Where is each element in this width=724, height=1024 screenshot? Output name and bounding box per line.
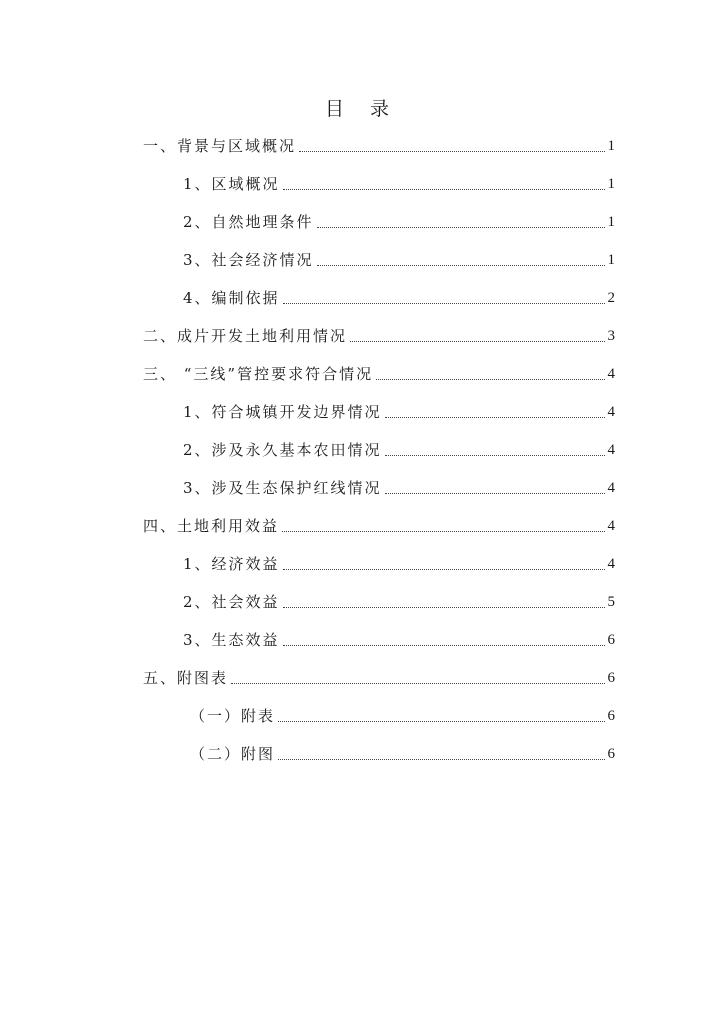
toc-entry[interactable] bbox=[183, 170, 615, 198]
toc-entry-label: 一、背景与区域概况 bbox=[143, 137, 297, 155]
toc-leader-dots bbox=[299, 151, 604, 152]
toc-leader-dots bbox=[283, 645, 605, 646]
toc-leader-dots bbox=[283, 303, 605, 304]
toc-entry-page: 1 bbox=[607, 176, 615, 192]
toc-entry[interactable] bbox=[183, 626, 615, 654]
toc-entry-page: 6 bbox=[607, 746, 615, 762]
toc-entry-label: 3、生态效益 bbox=[183, 631, 280, 649]
toc-leader-dots bbox=[283, 189, 605, 190]
toc-entry-page: 4 bbox=[607, 366, 615, 382]
toc-leader-dots bbox=[385, 493, 605, 494]
toc-entry[interactable] bbox=[143, 512, 615, 540]
toc-leader-dots bbox=[350, 341, 604, 342]
toc-entry[interactable] bbox=[183, 588, 615, 616]
toc-entry-page: 4 bbox=[607, 442, 615, 458]
toc-leader-dots bbox=[385, 417, 605, 418]
toc-entry-page: 4 bbox=[607, 480, 615, 496]
toc-entry[interactable] bbox=[183, 474, 615, 502]
toc-leader-dots bbox=[385, 455, 605, 456]
toc-entry-page: 6 bbox=[607, 708, 615, 724]
toc-leader-dots bbox=[376, 379, 604, 380]
toc-leader-dots bbox=[283, 569, 605, 570]
toc-leader-dots bbox=[278, 721, 604, 722]
toc-entry[interactable] bbox=[143, 664, 615, 692]
toc-entry-label: 1、符合城镇开发边界情况 bbox=[183, 403, 382, 421]
toc-entry-label: 1、区域概况 bbox=[183, 175, 280, 193]
toc-entry[interactable] bbox=[183, 436, 615, 464]
toc-entry[interactable] bbox=[143, 360, 615, 388]
toc-leader-dots bbox=[317, 265, 605, 266]
toc-entry-page: 4 bbox=[607, 518, 615, 534]
toc-entry-label: 1、经济效益 bbox=[183, 555, 280, 573]
toc-title: 目 录 bbox=[324, 98, 400, 120]
toc-entry[interactable] bbox=[183, 246, 615, 274]
toc-leader-dots bbox=[282, 531, 604, 532]
toc-entry-page: 2 bbox=[607, 290, 615, 306]
toc-leader-dots bbox=[231, 683, 604, 684]
toc-entry-page: 5 bbox=[607, 594, 615, 610]
toc-entry-label: 3、社会经济情况 bbox=[183, 251, 314, 269]
toc-entry[interactable] bbox=[183, 550, 615, 578]
toc-entry-page: 3 bbox=[607, 328, 615, 344]
toc-entry[interactable] bbox=[143, 322, 615, 350]
toc-entry-page: 1 bbox=[607, 138, 615, 154]
toc-entry[interactable] bbox=[183, 398, 615, 426]
toc-entry-label: 2、涉及永久基本农田情况 bbox=[183, 441, 382, 459]
toc-entry-page: 1 bbox=[607, 252, 615, 268]
toc-entry-label: （二）附图 bbox=[190, 745, 276, 763]
toc-entry-label: 2、社会效益 bbox=[183, 593, 280, 611]
toc-leader-dots bbox=[278, 759, 604, 760]
toc-entry-page: 4 bbox=[607, 556, 615, 572]
toc-entry[interactable] bbox=[190, 702, 615, 730]
toc-entry-label: 四、土地利用效益 bbox=[143, 517, 280, 535]
toc-entry-page: 6 bbox=[607, 632, 615, 648]
toc-entry[interactable] bbox=[190, 740, 615, 768]
toc-entry[interactable] bbox=[183, 284, 615, 312]
toc-entry-page: 1 bbox=[607, 214, 615, 230]
toc-entry[interactable] bbox=[143, 132, 615, 160]
toc-entry-label: 五、附图表 bbox=[143, 669, 229, 687]
toc-entry-page: 4 bbox=[607, 404, 615, 420]
toc-entry-page: 6 bbox=[607, 670, 615, 686]
toc-entry-label: 3、涉及生态保护红线情况 bbox=[183, 479, 382, 497]
toc-entry-label: 4、编制依据 bbox=[183, 289, 280, 307]
toc-entry-label: 三、 “三线”管控要求符合情况 bbox=[143, 365, 374, 383]
toc-leader-dots bbox=[283, 607, 605, 608]
toc-entry[interactable] bbox=[183, 208, 615, 236]
toc-entry-label: 二、成片开发土地利用情况 bbox=[143, 327, 348, 345]
toc-leader-dots bbox=[317, 227, 605, 228]
toc-entry-label: 2、自然地理条件 bbox=[183, 213, 314, 231]
toc-entry-label: （一）附表 bbox=[190, 707, 276, 725]
